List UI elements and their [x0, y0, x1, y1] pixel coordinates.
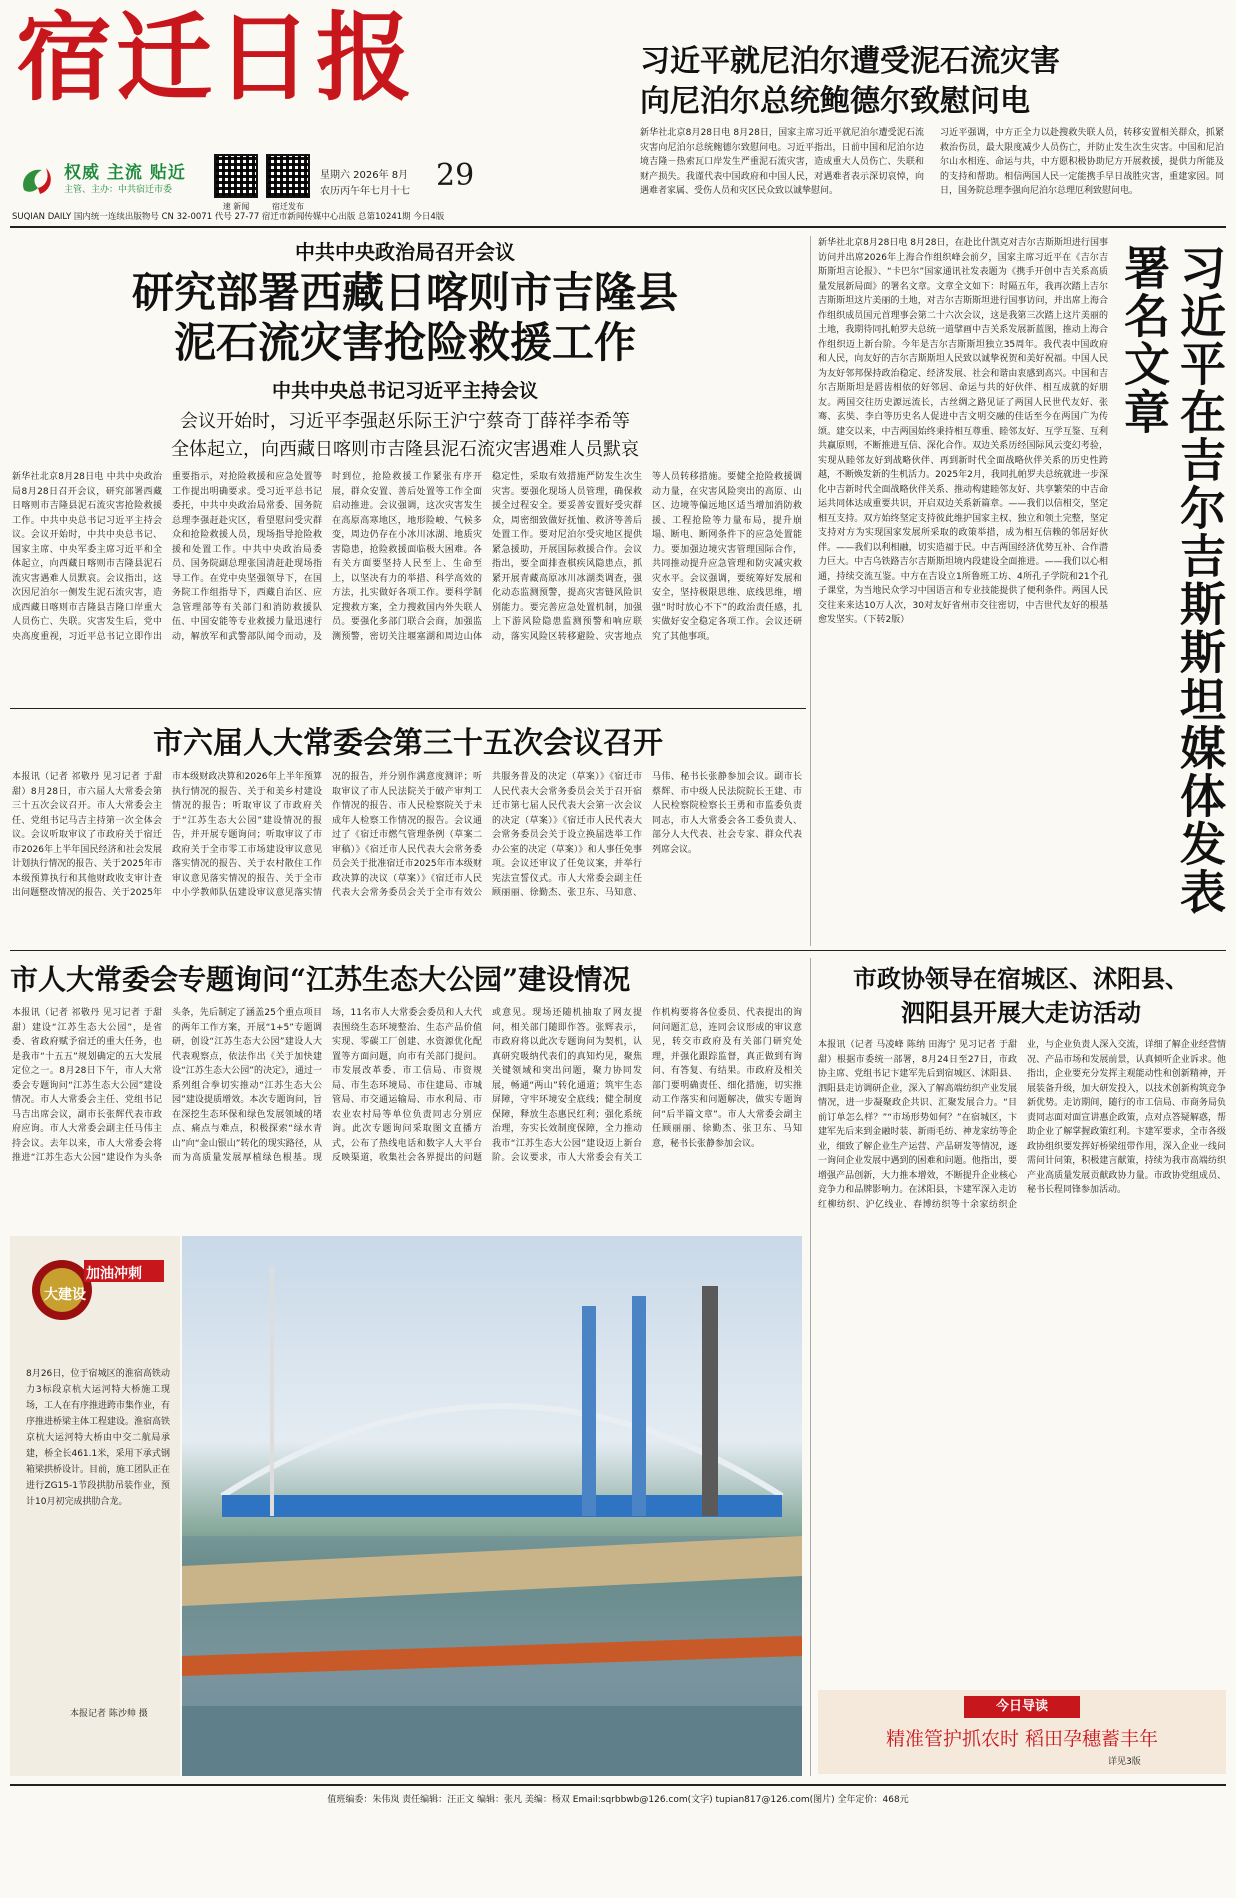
divider — [10, 708, 806, 709]
cppcc-body: 本报讯（记者 马凌峰 陈纳 田海宁 见习记者 于甜甜）根据市委统一部署，8月24日至27日，市政协主席、党组书记卞建军先后到宿城区、沭阳县、泗阳县走访调研企业，深入了解高端纺织产业发展情况，进一步凝聚政企共识、汇聚发展合力。“目前订单怎么样？”“市场形势如何？”在宿城区，卞建军先后来到金融时装、新雨毛纺、神龙家纺等企业，细致了解企业生产运营、产品研发等情况，逐一询问企业发展中遇到的困难和问题。他指出，要增强产品创新，大力推本增效，不断提升企业核心竞争力和品牌影响力。在沭阳县，卞建军深入走访红柳纺织、沪亿线业、春博纺织等十余家纺织企业，与企业负责人深入交流，详细了解企业经营情况、产品市场和发展前景，认真倾听企业诉求。他指出，企业要充分发挥主观能动性和创新精神，开展装备升级，加大研发投入，以技术创新构筑竞争新优势。走访期间，随行的市工信局、市商务局负责同志面对面宣讲惠企政策，点对点答疑解惑，帮助企业了解掌握政策红利。卞建军要求，全市各级政协组织要发挥好桥梁纽带作用，深入企业一线问需问计问策，积极建言献策，持续为我市高端纺织产业高质量发展贡献政协力量。市政协党组成员、秘书长程同锋参加活动。 — [818, 1040, 1226, 1210]
sponsor: 主管、主办：中共宿迁市委 — [64, 185, 173, 195]
divider — [810, 236, 811, 946]
qr-label-1: 速 新闻 — [222, 202, 250, 211]
cppcc-headline-line1: 市政协领导在宿城区、沭阳县、 — [853, 964, 1189, 993]
politburo-kicker: 中共中央政治局召开会议 — [295, 240, 515, 264]
npc-meeting-headline: 市六届人大常委会第三十五次会议召开 — [153, 726, 663, 761]
photo-badge-line2: 大建设 — [44, 1287, 86, 1303]
qr-label-2: 宿迁发布 — [272, 202, 304, 211]
guide-ref: 详见3版 — [1108, 1757, 1141, 1767]
top-story-col1: 新华社北京8月28日电 8月28日，国家主席习近平就尼泊尔遭受泥石流灾害向尼泊尔总统鲍德尔致慰问电。习近平指出，日前中国和尼泊尔边境吉隆－热索瓦口岸发生严重泥石流灾害，造成重大人员伤亡、失联和财产损失。我谨代表中国政府和中国人民，对遇难者表示深切哀悼，向遇难者家属、受伤人员和灾区民众致以诚挚慰问。 — [640, 128, 924, 196]
guide-box[interactable] — [818, 1690, 1226, 1774]
photo-credit: 本报记者 陈沙帅 摄 — [70, 1709, 148, 1719]
xi-kyrgyz-body: 新华社北京8月28日电 8月28日，在赴比什凯克对吉尔吉斯斯坦进行国事访问并出席2026年上海合作组织峰会前夕，国家主席习近平在《吉尔吉斯斯坦言论报》、“卡巴尔”国家通讯社发表题为《携手开创中吉关系高质量发展新局面》的署名文章。文章全文如下：时隔五年，我再次踏上吉尔吉斯斯坦这片美丽的土地，对吉尔吉斯斯坦进行国事访问，并出席上海合作组织成员国元首理事会第二十六次会议，这是我第三次踏上这片美丽的土地，我期待同扎帕罗夫总统一道擘画中吉关系发展新蓝图，推动上海合作组织迈上新台阶。今年是吉尔吉斯斯坦独立35周年。我代表中国政府和人民，向友好的吉尔吉斯斯坦人民致以诚挚祝贺和美好祝福。中国人民为友好邻邦保持政治稳定、经济发展、社会和谐由衷感到高兴。中国和吉尔吉斯斯坦是唇齿相依的好邻居、命运与共的好伙伴、相互成就的好朋友。两国交往历史源远流长，古丝绸之路见证了两国人民世代友好、张骞、玄奘、李白等历史名人促进中吉文明交融的佳话至今在两国广为传颂。建交以来，中吉两国始终秉持相互尊重、睦邻友好、互学互鉴、互利共赢原则，不断推进互信、深化合作。双边关系历经国际风云变幻考验，实现从睦邻友好到战略伙伴、再到新时代全面战略伙伴关系的历史性跨越，不断焕发新的生机活力。2025年2月，我同扎帕罗夫总统就进一步深化中吉新时代全面战略伙伴关系、推动构建睦邻友好、共享繁荣的中吉命运共同体达成重要共识，开启双边关系新篇章。——我们以信相交，坚定相互支持。双方始终坚定支持彼此维护国家主权、独立和领土完整，坚定支持对方为实现国家发展所采取的政策举措，成为相互信赖的邻居好伙伴。——我们以利相融，切实造福于民。中吉两国经济优势互补、合作潜力巨大。中吉乌铁路吉尔吉斯斯坦境内段建设全面推进。——我们以心相通，持续交流互鉴。中方在吉设立1所鲁班工坊、4所孔子学院和21个孔子课堂，为当地民众学习中国语言和专业技能提供了便利条件。两国人民交往来来达10万人次，30对友好省州市交往密切，中吉世代友好的根基愈发坚实。（下转2版） — [818, 238, 1108, 625]
slogan: 权威 主流 贴近 — [64, 163, 186, 183]
photo-badge — [22, 1250, 168, 1330]
npc-meeting-body: 本报讯（记者 祁敬丹 见习记者 于甜甜）8月28日，市六届人大常委会第三十五次会议召开。市人大常委会主任、党组书记马吉主持第一次全体会议。会议听取审议了市政府关于宿迁市2026年上半年国民经济和社会发展计划执行情况的报告、关于2025年市本级预算执行和其他财政收支审计查出问题整改情况的报告、关于2025年市本级财政决算和2026年上半年预算执行情况的报告、关于和美乡村建设情况的报告；听取审议了市政府关于“江苏生态大公园”建设情况的报告，并开展专题询问；听取审议了市政府关于全市零工市场建设审议意见落实情况的报告、关于农村散住工作审议意见落实情况的报告、关于全市中小学教师队伍建设审议意见落实情况的报告，并分别作满意度测评；听取审议了市人民法院关于破产审判工作情况的报告、市人民检察院关于未成年人检察工作情况的报告。会议通过了《宿迁市燃气管理条例（草案二审稿）》《宿迁市人民代表大会常务委员会关于批准宿迁市2025年市本级财政决算的决议（草案）》《宿迁市人民代表大会常务委员会关于全市有效公共服务普及的决定（草案）》《宿迁市人民代表大会常务委员会关于召开宿迁市第七届人民代表大会第一次会议的决定（草案）》《宿迁市人民代表大会常务委员会关于设立换届选举工作办公室的决定（草案）》和人事任免事项。会议还审议了任免议案，并举行宪法宣誓仪式。市人大常委会副主任顾丽丽、徐勤杰、张卫东、马知意、马伟、秘书长张静参加会议。副市长蔡辉、市中级人民法院院长王建、市人民检察院检察长王勇和市监委负责同志，市人大常委会各工委负责人、部分人大代表、社会专家、群众代表列席会议。 — [12, 772, 802, 898]
politburo-body: 新华社北京8月28日电 中共中央政治局8月28日召开会议，研究部署西藏日喀则市吉隆县泥石流灾害抢险救援工作。中共中央总书记习近平主持会议。会议开始时，中共中央总书记、国家主席、中央军委主席习近平和全体起立，向西藏日喀则市吉隆县泥石流灾害遇难人员默哀。会议指出，这次因尼泊尔一侧发生泥石流灾害，造成西藏日喀则市吉隆县吉隆口岸重大人员伤亡、失联。灾害发生后，党中央高度重视，习近平总书记立即作出重要指示，对抢险救援和应急处置等工作提出明确要求。受习近平总书记委托，中共中央政治局常委、国务院总理李强赶赴灾区，看望慰问受灾群众和抢险救援人员，现场指导抢险救援和处置工作。中共中央政治局委员、国务院副总理张国清赶赴现场指导工作。在党中央坚强领导下，在国务院工作组指导下，西藏自治区、应急管理部等有关部门和消防救援队伍、中国安能等专业救援力量迅速行动，解放军和武警部队闻令而动，及时到位，抢险救援工作紧张有序开展，群众安置、善后处置等工作全面启动推进。会议强调，这次灾害发生在高原高寒地区，地形险峻、气候多变，周边仍存在小冰川冰湖、地质灾害隐患，抢险救援面临极大困难。各有关方面要坚持人民至上、生命至上，以坚决有力的举措、科学高效的方法，扎实做好各项工作。要科学制定搜救方案，全力搜救国内外失联人员。要强化多部门联合会商，加强监测预警，密切关注堰塞湖和周边山体稳定性，采取有效措施严防发生次生灾害。要强化现场人员管理，确保救援全过程安全。要妥善安置好受灾群众，周密细致做好抚恤、救济等善后处置工作。要对尼泊尔受灾地区提供紧急援助，开展国际救援合作。会议指出，要全面排查棋疾风隐患点，抓紧开展青藏高原冰川冰湖类调查，强化动态监测预警，提高灾害链风险识别能力。要完善应急处置机制，加强上下游风险隐患监测预警和响应联动，落实风险区转移避险、灾害地点等人员转移措施。要健全抢险救援调动力量，在灾害风险突出的高原、山区、边境等偏远地区适当增加消防救援、工程抢险等力量布局，提升崩塌、断电、断网条件下的应急处置能力。要加强边境灾害管理国际合作，共同推动提升应急管理和防灾减灾救灾水平。会议强调，要统筹好发展和安全，坚持极限思维、底线思维，增强“时时放心不下”的政治责任感，扎实做好安全稳定各项工作。会议还研究了其他事项。 — [12, 472, 802, 642]
photo-caption: 8月26日，位于宿城区的淮宿高铁动力3标段京杭大运河特大桥施工现场，工人在有序推进跨市集作业，有序推进桥梁主体工程建设。淮宿高铁京杭大运河特大桥由中交二航局承建，桥全长461.1米，采用下承式钢箱梁拱桥设计。目前，施工团队正在进行ZG15-1节段拱肋吊装作业，预计10月初完成拱肋合龙。 — [26, 1369, 170, 1507]
politburo-deck — [10, 408, 800, 464]
top-story-headline-line1: 习近平就尼泊尔遭受泥石流灾害 — [640, 44, 1060, 79]
guide-label: 今日导读 — [964, 1696, 1080, 1718]
cppcc-headline — [816, 962, 1226, 1030]
info-bar: SUQIAN DAILY 国内统一连续出版物号 CN 32-0071 代号 27-77 宿迁市新闻传媒中心出版 总第10241期 今日4版 — [12, 212, 445, 222]
footer: 值班编委：朱伟岚 责任编辑：汪正文 编辑：张凡 美编：杨双 Email:sqrbbwb@126.com(文字) tupian817@126.com(图片) 全年定价：468元 — [327, 1795, 909, 1805]
npc-inquiry-body: 本报讯（记者 祁敬丹 见习记者 于甜甜）建设“江苏生态大公园”，是省委、省政府赋予宿迁的重大任务，也是我市“十五五”规划确定的五大发展定位之一。8月28日下午，市人大常委会专题询问“江苏生态大公园”建设情况。市人大常委会主任、党组书记马吉出席会议，副市长张辉代表市政府应询。市人大常委会副主任马伟主持会议。去年以来，市人大常委会将推进“江苏生态大公园”建设作为头条头条，先后制定了涵盖25个重点项目的两年工作方案，开展“1+5”专题调研，创设“江苏生态大公园”建设人大代表观察点，依法作出《关于加快建设“江苏生态大公园”的决定》，通过一系列组合拳切实推动“江苏生态大公园”建设提质增效。本次专题询问，旨在深挖生态环保和绿色发展领域的堵点、痛点与难点，积极探索“绿水青山”向“金山银山”转化的现实路径，从而为高质量发展厚植绿色根基。现场，11名市人大常委会委员和人大代表围绕生态环境整治、生态产品价值实现、零碳工厂创建、水资源优化配置等方面问题，向市有关部门提问。市发展改革委、市工信局、市资规局、市生态环境局、市住建局、市城管局、市交通运输局、市水利局、市农业农村局等单位负责同志分别应询。此次专题询问采取图文直播方式，公布了热线电话和数字人大平台反映渠道，收集社会各界提出的问题或意见。现场还随机抽取了网友提问，相关部门随即作答。张辉表示，市政府将以此次专题询问为契机，认真研究吸纳代表们的真知灼见，聚焦关键领域和突出问题，聚力协同发展，畅通“两山”转化通道；筑牢生态屏障，守牢环境安全底线；健全制度保障，释放生态惠民红利；强化系统治理，夯实长效制度保障，全力推动我市“江苏生态大公园”建设迈上新台阶。会议要求，市人大常委会有关工作机构要将各位委员、代表提出的询问问题汇总，连同会议形成的审议意见，转交市政府及有关部门研究处理，并强化跟踪监督，真正做到有询问、有答复、有结果。市政府及相关部门要明确责任、细化措施，切实推动工作落实和问题解决，做实专题询问“后半篇文章”。市人大常委会副主任顾丽丽、徐勤杰、张卫东、马知意，秘书长张静参加会议。 — [12, 1008, 802, 1163]
divider — [10, 1784, 1226, 1786]
politburo-headline-line1: 研究部署西藏日喀则市吉隆县 — [131, 268, 678, 317]
cppcc-headline-line2: 泗阳县开展大走访活动 — [901, 998, 1141, 1027]
divider — [10, 950, 1226, 951]
date-line-1: 星期六 2026年 8月 — [320, 170, 409, 181]
politburo-headline — [10, 268, 800, 368]
photo-badge-line1: 加油冲刺 — [86, 1266, 142, 1282]
divider — [10, 226, 1226, 228]
politburo-deck-line1: 会议开始时，习近平李强赵乐际王沪宁蔡奇丁薛祥李希等 — [180, 411, 630, 432]
top-story-headline — [640, 42, 1230, 122]
logo-icon — [16, 160, 56, 200]
divider — [810, 958, 811, 1776]
politburo-deck-line2: 全体起立，向西藏日喀则市吉隆县泥石流灾害遇难人员默哀 — [171, 439, 639, 460]
qr-code-2[interactable] — [266, 154, 310, 198]
masthead — [10, 1, 620, 211]
politburo-subhead: 中共中央总书记习近平主持会议 — [271, 380, 538, 402]
politburo-headline-line2: 泥石流灾害抢险救援工作 — [173, 318, 636, 367]
photo-caption-panel — [10, 1236, 180, 1776]
bridge-photo — [182, 1236, 802, 1776]
date-day: 29 — [436, 158, 475, 193]
guide-headline: 精准管护抓农时 稻田孕穗蓄丰年 — [885, 1728, 1159, 1750]
npc-inquiry-headline: 市人大常委会专题询问“江苏生态大公园”建设情况 — [10, 963, 631, 996]
date-line-2: 农历丙午年七月十七 — [320, 186, 410, 197]
qr-code-1[interactable] — [214, 154, 258, 198]
top-story-col2: 习近平强调，中方正全力以赴搜救失联人员，转移安置相关群众，抓紧救治伤员，最大限度减少人员伤亡，并防止发生次生灾害。中国和尼泊尔山水相连、命运与共，中方愿积极协助尼方开展救援，提供力所能及的支持和帮助。相信两国人民一定能携手早日战胜灾害，重建家园。同日，国务院总理李强向尼泊尔总理厄利致慰问电。 — [940, 128, 1224, 196]
masthead-title: 宿迁日报 — [16, 1, 416, 114]
top-story-headline-line2: 向尼泊尔总统鲍德尔致慰问电 — [640, 84, 1030, 119]
xi-kyrgyz-headline: 习近平在吉尔吉斯斯坦媒体发表署名文章 — [1117, 244, 1227, 916]
